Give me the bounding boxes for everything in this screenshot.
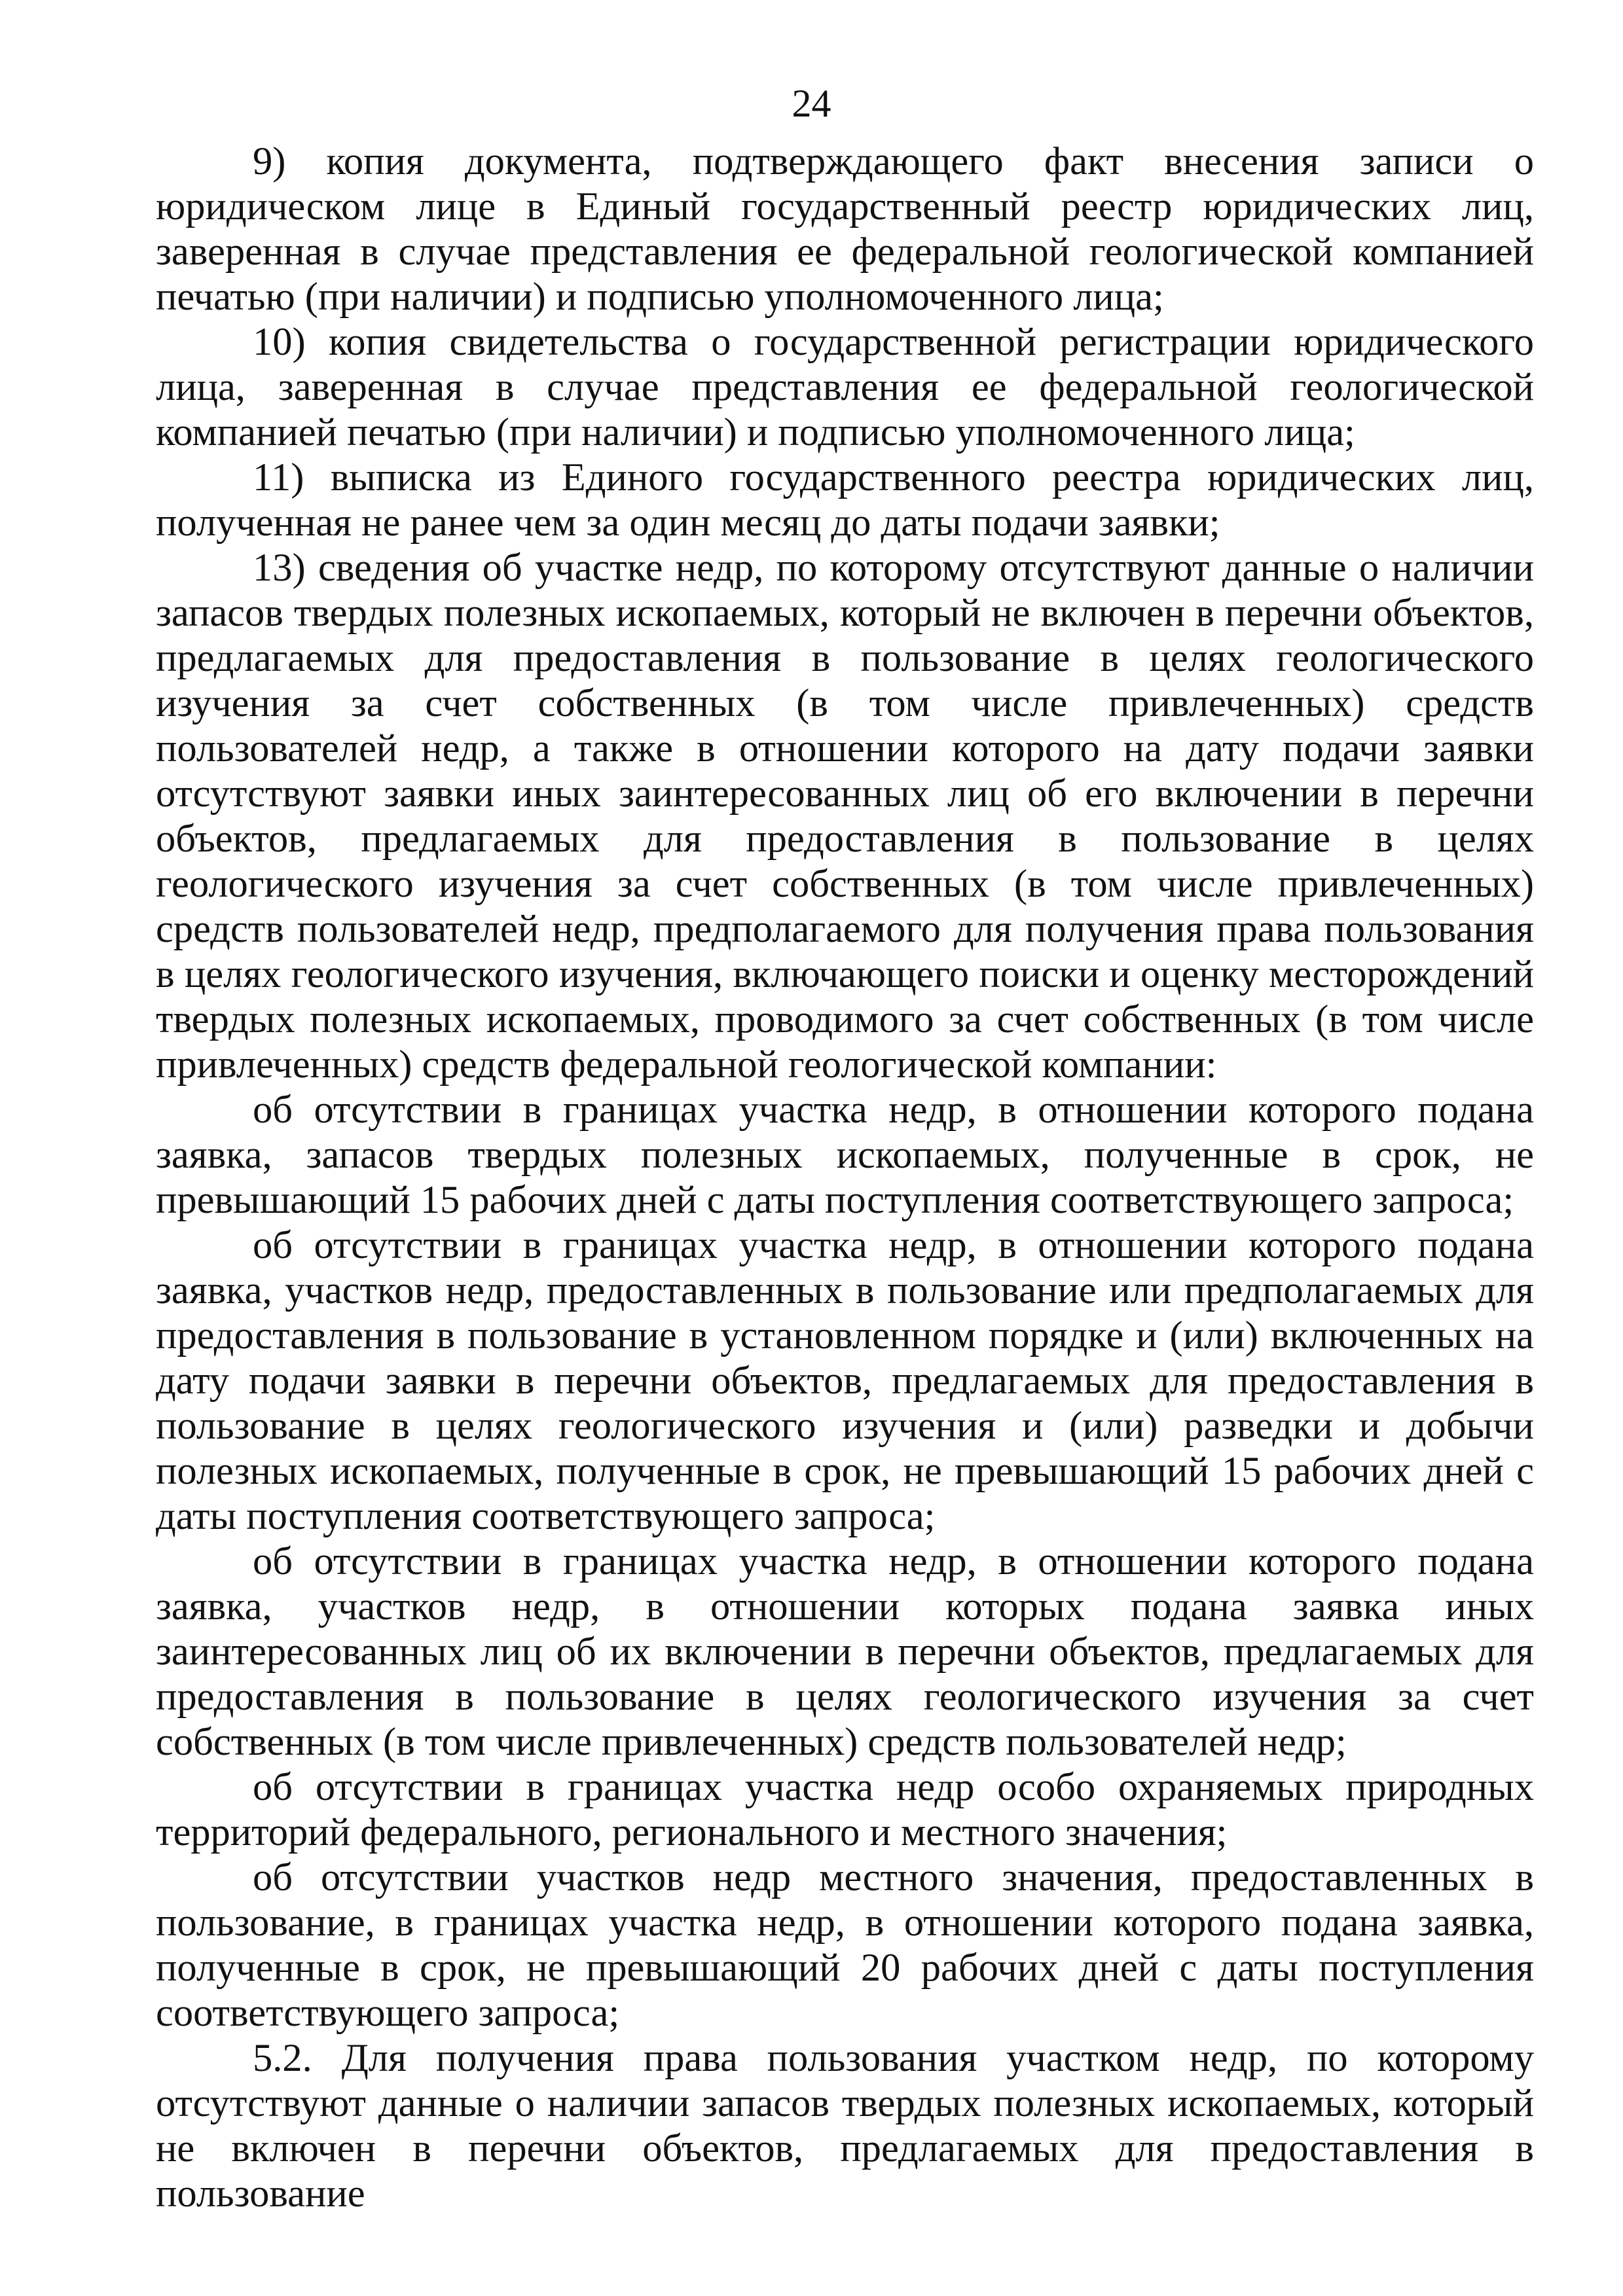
paragraph-applications-absence: об отсутствии в границах участка недр, в отношении которого подана заявка, участков недр, в отношении которых подана заявка иных заинтересованных лиц об их включении в перечни объектов, предлагаемых для предоставления в пользование в целях геологического изучения за счет собственных (в том числе привлеченных) средств пользователей недр; [156, 1539, 1534, 1764]
paragraph-reserves-absence: об отсутствии в границах участка недр, в отношении которого подана заявка, запасов твердых полезных ископаемых, полученные в срок, не превышающий 15 рабочих дней с даты поступления соответствующего запроса; [156, 1088, 1534, 1222]
paragraph-item-9: 9) копия документа, подтверждающего факт внесения записи о юридическом лице в Единый государственный реестр юридических лиц, заверенная в случае представления ее федеральной геологической компанией печатью (при наличии) и подписью уполномоченного лица; [156, 139, 1534, 319]
page-number: 24 [792, 82, 831, 125]
paragraph-item-11: 11) выписка из Единого государственного реестра юридических лиц, полученная не ранее чем за один месяц до даты подачи заявки; [156, 456, 1534, 545]
document-body [156, 139, 1534, 2216]
paragraph-section-5-2: 5.2. Для получения права пользования участком недр, по которому отсутствуют данные о наличии запасов твердых полезных ископаемых, который не включен в перечни объектов, предлагаемых для предоставления в пользование [156, 2036, 1534, 2215]
paragraph-item-13: 13) сведения об участке недр, по которому отсутствуют данные о наличии запасов твердых полезных ископаемых, который не включен в перечни объектов, предлагаемых для предоставления в пользование в целях геологического изучения за счет собственных (в том числе привлеченных) средств пользователей недр, а также в отношении которого на дату подачи заявки отсутствуют заявки иных заинтересованных лиц об его включении в перечни объектов, предлагаемых для предоставления в пользование в целях геологического изучения за счет собственных (в том числе привлеченных) средств пользователей недр, предполагаемого для получения права пользования в целях геологического изучения, включающего поиски и оценку месторождений твердых полезных ископаемых, проводимого за счет собственных (в том числе привлеченных) средств федеральной геологической компании: [156, 546, 1534, 1086]
paragraph-subsoil-plots-absence: об отсутствии в границах участка недр, в отношении которого подана заявка, участков недр, предоставленных в пользование или предполагаемых для предоставления в пользование в установленном порядке и (или) включенных на дату подачи заявки в перечни объектов, предлагаемых для предоставления в пользование в целях геологического изучения и (или) разведки и добычи полезных ископаемых, полученные в срок, не превышающий 15 рабочих дней с даты поступления соответствующего запроса; [156, 1223, 1534, 1538]
paragraph-local-plots-absence: об отсутствии участков недр местного значения, предоставленных в пользование, в границах участка недр, в отношении которого подана заявка, полученные в срок, не превышающий 20 рабочих дней с даты поступления соответствующего запроса; [156, 1856, 1534, 2035]
paragraph-protected-areas-absence: об отсутствии в границах участка недр особо охраняемых природных территорий федерального, регионального и местного значения; [156, 1765, 1534, 1854]
paragraph-item-10: 10) копия свидетельства о государственной регистрации юридического лица, заверенная в случае представления ее федеральной геологической компанией печатью (при наличии) и подписью уполномоченного лица; [156, 320, 1534, 454]
